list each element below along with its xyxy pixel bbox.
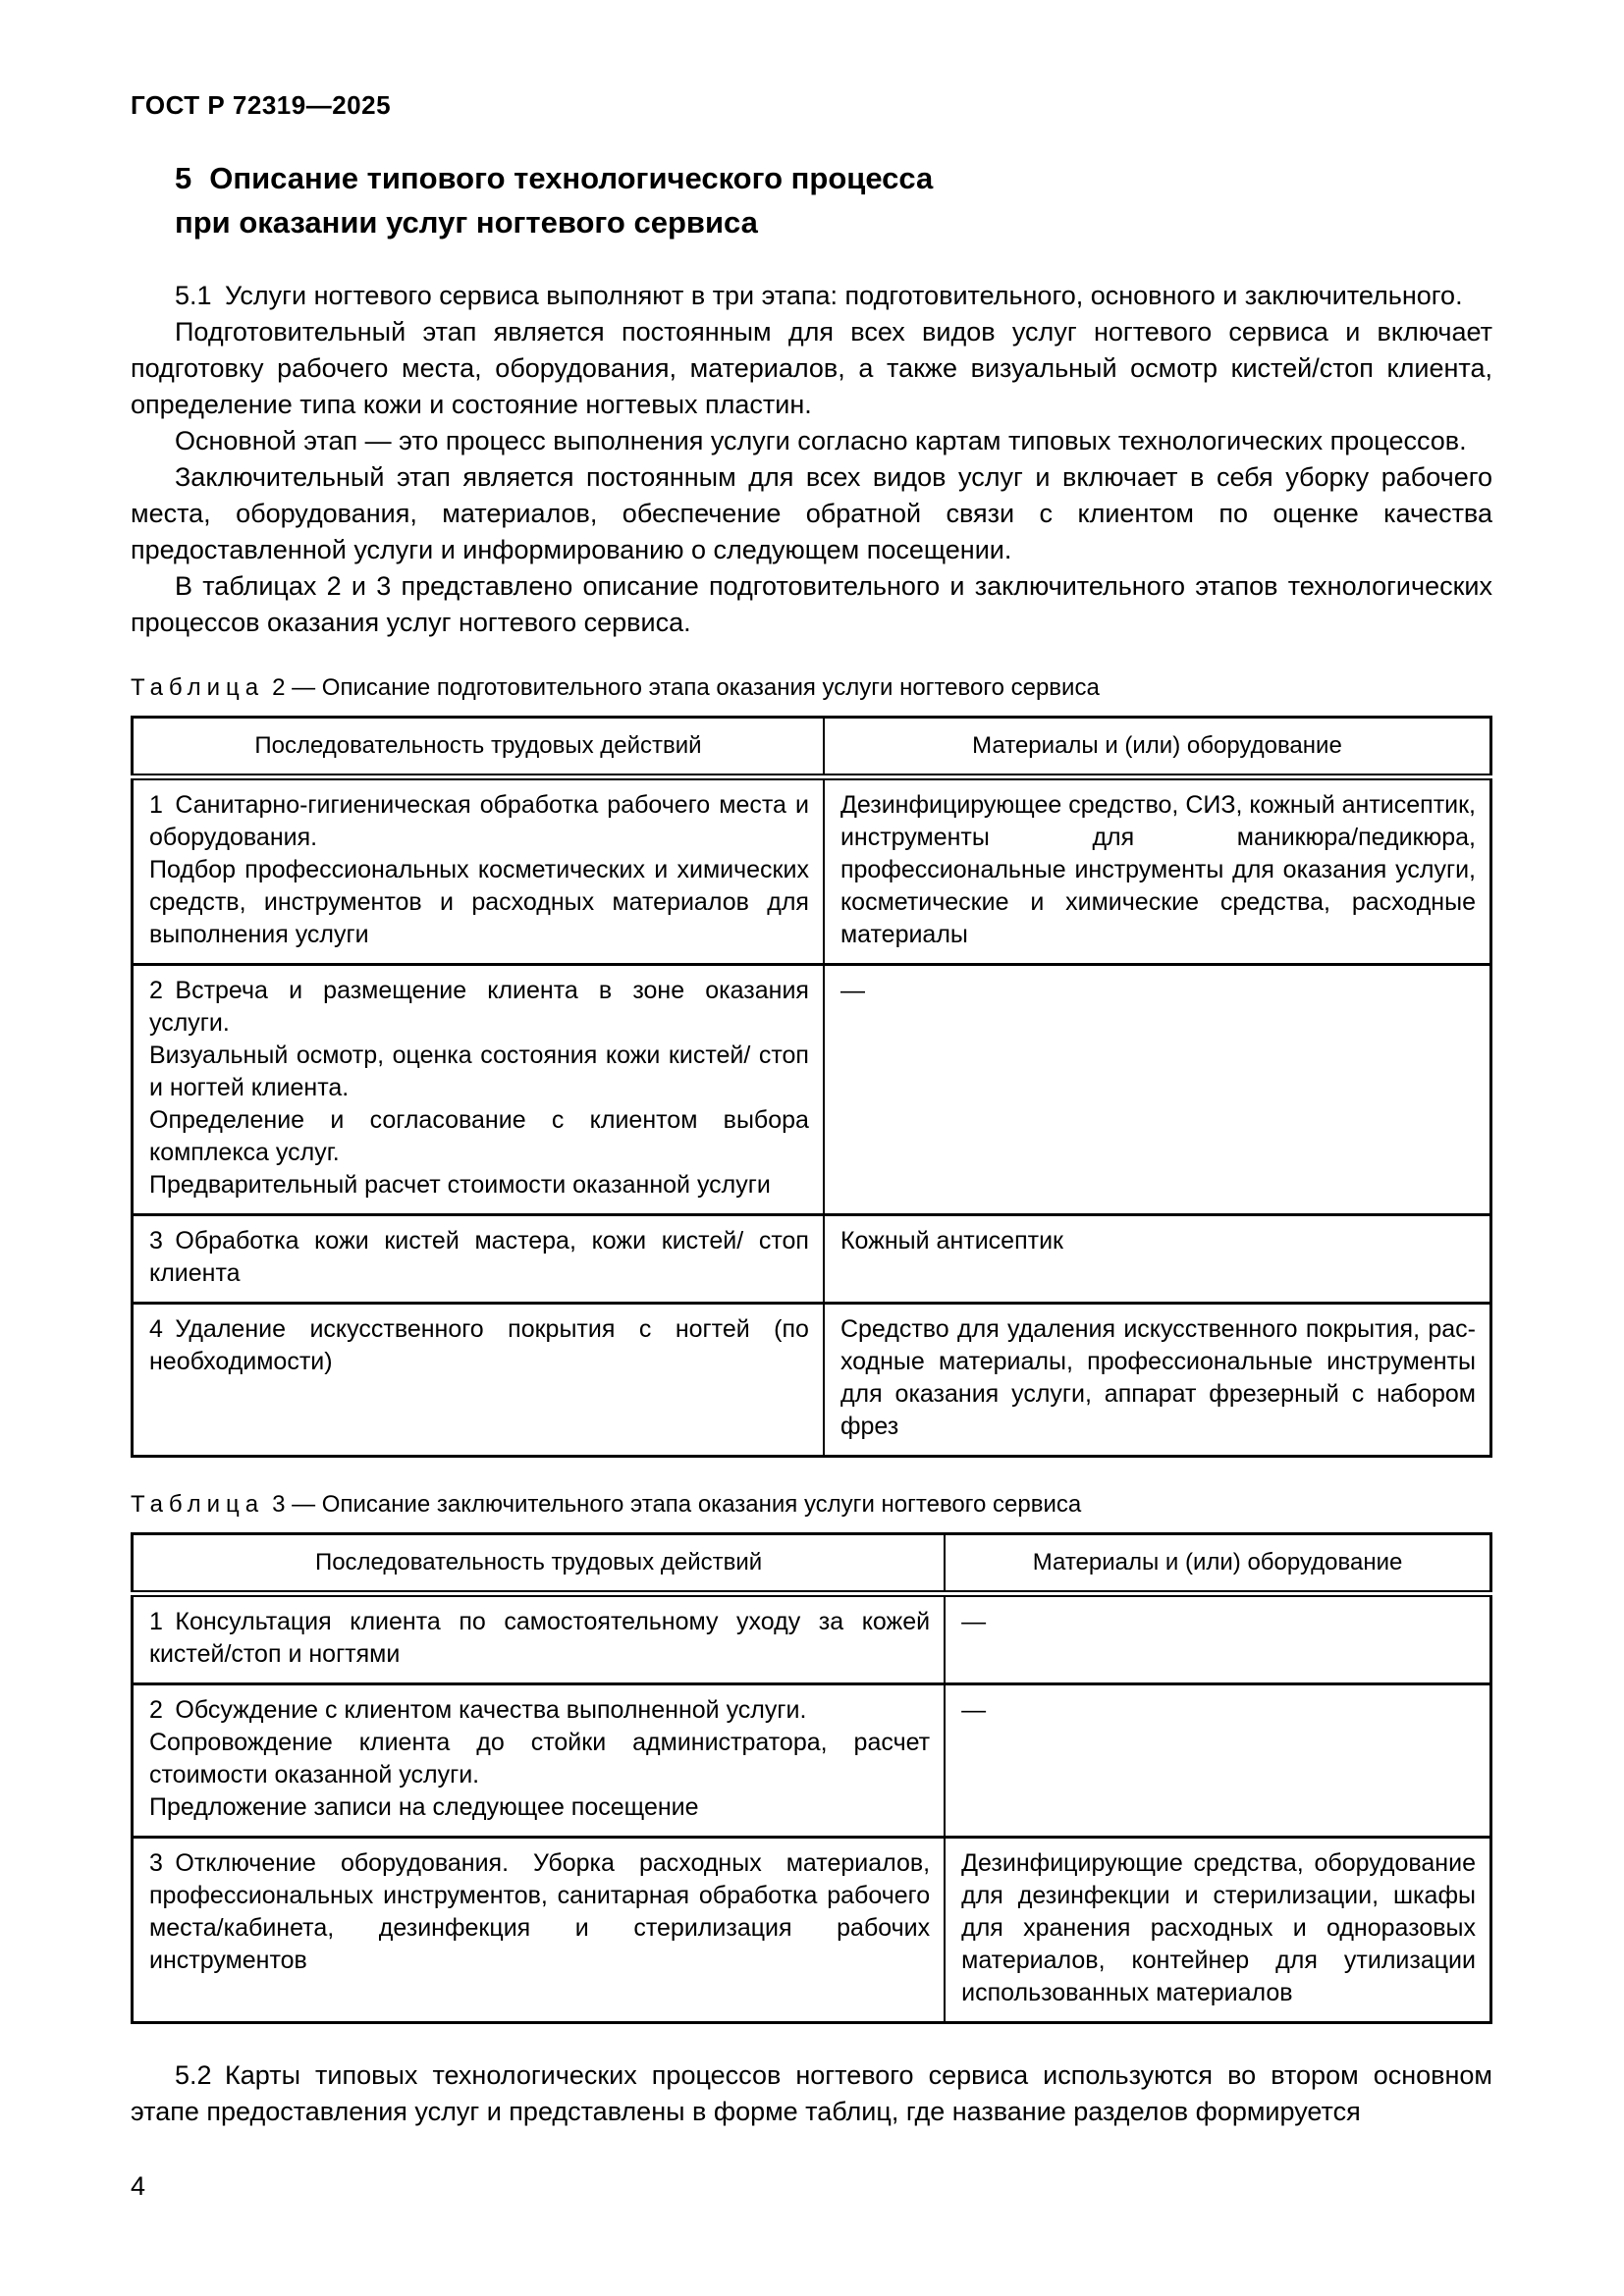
table2-row-2-actions bbox=[133, 965, 824, 1215]
table2-caption-text: 2 — Описание подготовительного этапа оказания услуги ногтевого сервиса bbox=[272, 674, 1100, 701]
cell-line: 3 Обработка кожи кистей мастера, кожи кистей/ стоп клиента bbox=[149, 1227, 809, 1287]
cell-line: Предварительный расчет стоимости оказанной услуги bbox=[149, 1171, 771, 1199]
table2-row-1-materials: Дезинфицирующее средство, СИЗ, кожный антисептик, инструменты для маникюра/педикюра, профессиональные инструменты для оказания услуги, косметические и химические средства, расходные материалы bbox=[824, 777, 1491, 965]
section-heading-line2: при оказании услуг ногтевого сервиса bbox=[175, 205, 758, 240]
cell-line: Определение и согласование с клиентом выбора комплекса услуг. bbox=[149, 1106, 809, 1166]
table2-row-1-actions bbox=[133, 777, 824, 965]
cell-line: 1 Консультация клиента по самостоятельному уходу за кожей кистей/стоп и ногтями bbox=[149, 1608, 931, 1668]
table2 bbox=[131, 716, 1492, 1458]
cell-line: 2 Обсуждение с клиентом качества выполненной услуги. bbox=[149, 1696, 807, 1724]
cell-line: Сопровождение клиента до стойки администратора, расчет стоимости оказанной услуги. bbox=[149, 1729, 931, 1789]
table2-caption-label: Таблица bbox=[131, 674, 265, 701]
section-heading bbox=[131, 156, 1492, 244]
cell-line: 1 Санитарно-гигиеническая обработка рабочего места и оборудования. bbox=[149, 791, 809, 851]
table3-header-row bbox=[133, 1534, 1491, 1594]
cell-line: 2 Встреча и размещение клиента в зоне оказания услуги. bbox=[149, 977, 809, 1037]
table2-row-1 bbox=[133, 777, 1491, 965]
table2-col-header-actions: Последовательность трудовых действий bbox=[133, 718, 824, 777]
table3-caption-label: Таблица bbox=[131, 1491, 265, 1518]
table3-caption-text: 3 — Описание заключительного этапа оказания услуги ногтевого сервиса bbox=[272, 1491, 1082, 1518]
cell-line: 4 Удаление искусственного покрытия с ногтей (по необходимости) bbox=[149, 1315, 809, 1375]
section-heading-line1 bbox=[175, 156, 1492, 200]
section-title-line1: Описание типового технологического процесса bbox=[209, 161, 934, 195]
table3-row-1-actions bbox=[133, 1594, 946, 1684]
page-number: 4 bbox=[131, 2171, 146, 2201]
cell-line: 3 Отключение оборудования. Уборка расходных материалов, профессиональных инструментов, санитарная обработка рабочего места/кабинета, дезинфекция и стерилизация рабочих инструментов bbox=[149, 1849, 931, 1974]
table2-row-3 bbox=[133, 1215, 1491, 1304]
table3-row-3 bbox=[133, 1838, 1491, 2023]
table2-row-2 bbox=[133, 965, 1491, 1215]
cell-line: Подбор профессиональных косметических и химических средств, инструментов и расходных материалов для выполнения услуги bbox=[149, 856, 809, 948]
table2-header-row bbox=[133, 718, 1491, 777]
table3-row-1-materials-dash: — bbox=[945, 1594, 1490, 1684]
section-number: 5 bbox=[175, 161, 192, 195]
table3-row-1 bbox=[133, 1594, 1491, 1684]
paragraph-5-1: 5.1 Услуги ногтевого сервиса выполняют в три этапа: подготовительного, основного и заключительного. bbox=[175, 281, 1463, 310]
table3 bbox=[131, 1532, 1492, 2024]
document-code: ГОСТ Р 72319—2025 bbox=[131, 90, 392, 120]
table2-caption bbox=[131, 674, 1492, 702]
cell-line: Предложение записи на следующее посещение bbox=[149, 1793, 699, 1821]
table3-row-2 bbox=[133, 1684, 1491, 1838]
table2-row-4-materials: Средство для удаления искусственного покрытия, расходные материалы, профессиональные инструменты для оказания услуги, аппарат фрезерный с набором фрез bbox=[824, 1304, 1491, 1457]
table3-row-2-actions bbox=[133, 1684, 946, 1838]
table2-row-3-materials: Кожный антисептик bbox=[824, 1215, 1491, 1304]
table2-col-header-materials: Материалы и (или) оборудование bbox=[824, 718, 1491, 777]
paragraph-preparatory-stage: Подготовительный этап является постоянным для всех видов услуг ногтевого сервиса и включает подготовку рабочего места, оборудования, материалов, а также визуальный осмотр кистей/стоп клиента, определение типа кожи и состояние ногтевых пластин. bbox=[131, 317, 1492, 419]
table2-row-3-actions bbox=[133, 1215, 824, 1304]
table2-row-2-materials-dash: — bbox=[824, 965, 1491, 1215]
table3-caption bbox=[131, 1491, 1492, 1519]
cell-line: Визуальный осмотр, оценка состояния кожи кистей/ стоп и ногтей клиента. bbox=[149, 1041, 809, 1101]
table2-row-4 bbox=[133, 1304, 1491, 1457]
paragraph-5-2: 5.2 Карты типовых технологических процессов ногтевого сервиса используются во втором основном этапе предоставления услуг и представлены в форме таблиц, где название разделов формируется bbox=[131, 2060, 1492, 2126]
table3-row-2-materials-dash: — bbox=[945, 1684, 1490, 1838]
paragraph-tables-intro: В таблицах 2 и 3 представлено описание подготовительного и заключительного этапов технологических процессов оказания услуг ногтевого сервиса. bbox=[131, 571, 1492, 637]
table3-col-header-actions: Последовательность трудовых действий bbox=[133, 1534, 946, 1594]
paragraph-main-stage: Основной этап — это процесс выполнения услуги согласно картам типовых технологических процессов. bbox=[175, 426, 1467, 455]
paragraph-final-stage: Заключительный этап является постоянным для всех видов услуг и включает в себя уборку рабочего места, оборудования, материалов, обеспечение обратной связи с клиентом по оценке качества предоставленной услуги и информированию о следующем посещении. bbox=[131, 462, 1492, 564]
table3-col-header-materials: Материалы и (или) оборудование bbox=[945, 1534, 1490, 1594]
table2-row-4-actions bbox=[133, 1304, 824, 1457]
table3-row-3-actions bbox=[133, 1838, 946, 2023]
table3-row-3-materials: Дезинфицирующие средства, оборудование для дезинфекции и стерилизации, шкафы для хранения расходных и одноразовых материалов, контейнер для утилизации использованных материалов bbox=[945, 1838, 1490, 2023]
